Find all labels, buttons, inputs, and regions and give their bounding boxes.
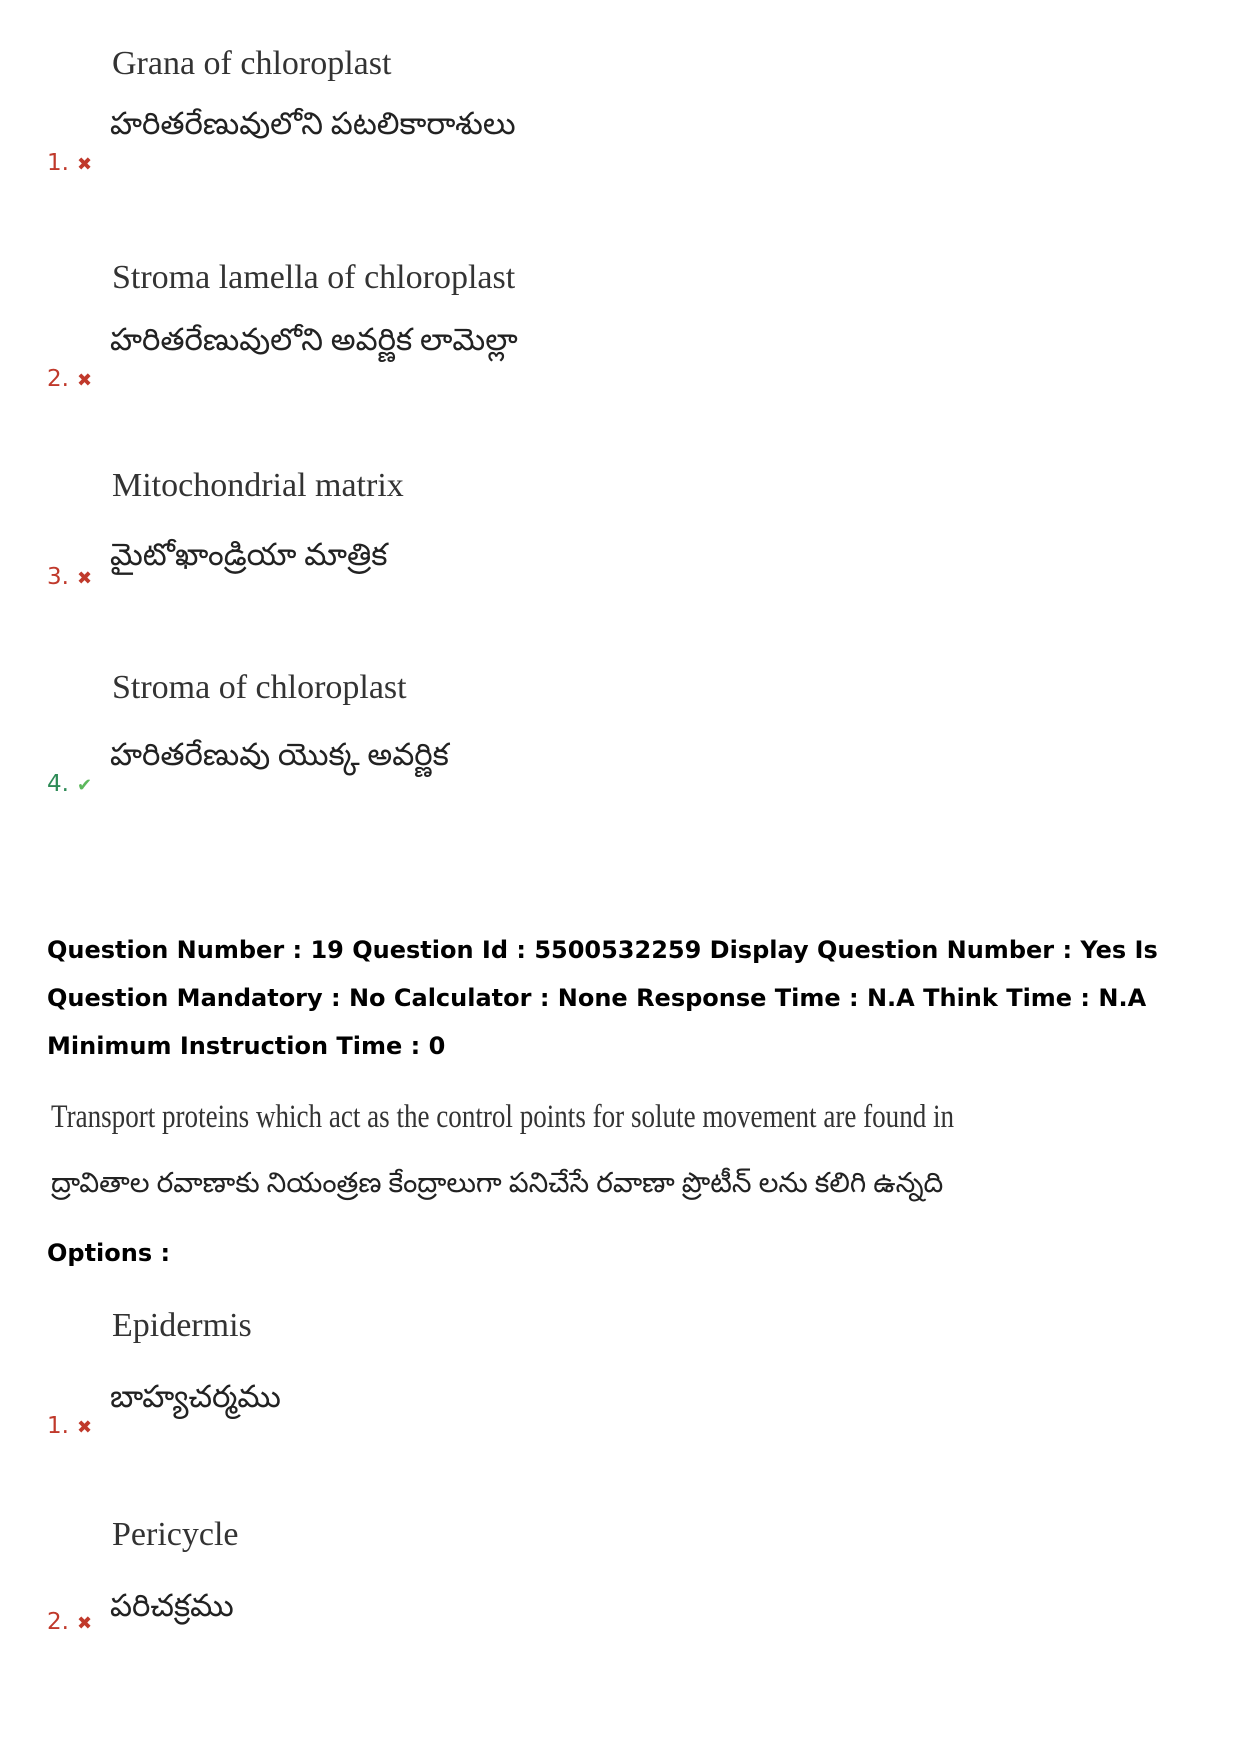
option-text-te: హరితరేణువులోని పటలికారాశులు (110, 106, 516, 141)
check-icon: ✔ (76, 775, 93, 796)
option-text-en: Stroma lamella of chloroplast (112, 259, 516, 296)
cross-icon: ✖ (76, 370, 93, 391)
option-number-label: 2. (47, 1609, 69, 1635)
option-text-en: Grana of chloroplast (112, 45, 392, 82)
option-number (47, 1608, 92, 1638)
option-number-label: 1. (47, 1413, 69, 1439)
option-text-en: Epidermis (112, 1307, 252, 1344)
question-meta: Question Number : 19 Question Id : 5500532259 Display Question Number : Yes Is Question Mandatory : No Calculator : None Response Time : N.A Think Time : N.A Minimum Instruction Time : 0 (47, 936, 1158, 1060)
option-text-te: పరిచక్రము (110, 1588, 234, 1623)
question-text-en: Transport proteins which act as the control points for solute movement are found in (51, 1099, 955, 1135)
option-number-label: 4. (47, 771, 69, 797)
cross-icon: ✖ (76, 568, 93, 589)
option-text-te: మైటోఖాండ్రియా మాత్రిక (110, 537, 388, 572)
option-text-te: హరితరేణువులోని అవర్ణిక లామెల్లా (110, 322, 518, 357)
option-text-en: Pericycle (112, 1516, 239, 1553)
option-number-label: 1. (47, 150, 69, 176)
option-text-te: హరితరేణువు యొక్క అవర్ణిక (110, 737, 449, 772)
option-number (47, 770, 92, 800)
option-number (47, 365, 92, 395)
option-number-label: 2. (47, 366, 69, 392)
cross-icon: ✖ (76, 1613, 93, 1634)
option-text-en: Mitochondrial matrix (112, 467, 404, 504)
option-number (47, 563, 92, 593)
option-text-en: Stroma of chloroplast (112, 669, 407, 706)
cross-icon: ✖ (76, 1417, 93, 1438)
option-number-label: 3. (47, 564, 69, 590)
cross-icon: ✖ (76, 154, 93, 175)
options-heading: Options : (47, 1239, 171, 1267)
option-text-te: బాహ్యచర్మము (110, 1379, 281, 1414)
option-number (47, 1412, 92, 1442)
question-text-te: ద్రావితాల రవాణాకు నియంత్రణ కేంద్రాలుగా పనిచేసే రవాణా ప్రొటీన్ లను కలిగి ఉన్నది (51, 1168, 944, 1199)
option-number (47, 149, 92, 179)
